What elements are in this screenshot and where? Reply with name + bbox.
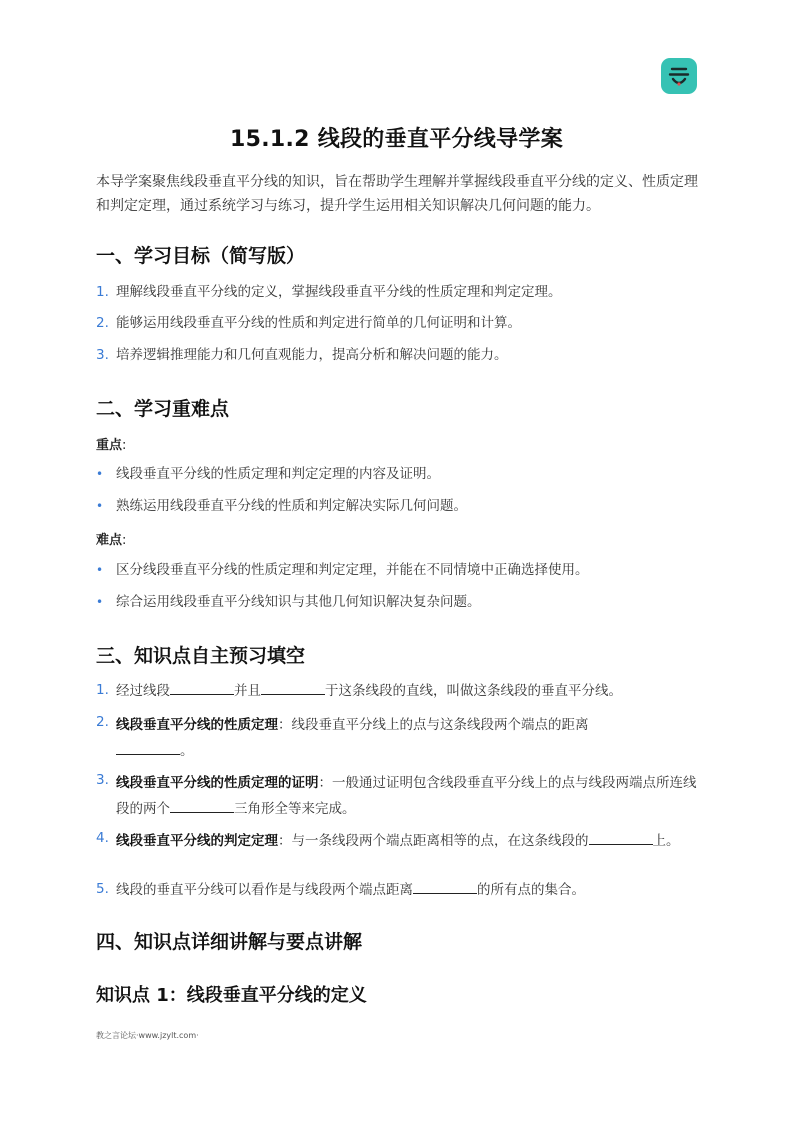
subsection-heading-definition: 知识点 1：线段垂直平分线的定义 [96, 985, 367, 1006]
text-segment: 上。 [652, 833, 680, 849]
list-text: 能够运用线段垂直平分线的性质和判定进行简单的几何证明和计算。 [116, 315, 521, 331]
fill-blank [116, 740, 180, 755]
section-heading-preview: 三、知识点自主预习填空 [96, 645, 306, 667]
label-colon: : [122, 533, 127, 548]
intro-paragraph: 本导学案聚焦线段垂直平分线的知识，旨在帮助学生理解并掌握线段垂直平分线的定义、性质定理和判定定理，通过系统学习与练习，提升学生运用相关知识解决几何问题的能力。 [96, 174, 698, 214]
text-segment: ：线段垂直平分线上的点与这条线段两个端点的距离 [278, 717, 589, 733]
fill-blank [261, 680, 325, 695]
list-item [96, 770, 706, 822]
list-number: 2. [96, 714, 109, 730]
text-segment: ：与一条线段两个端点距离相等的点，在这条线段的 [278, 833, 589, 849]
list-number: 3. [96, 347, 109, 363]
list-text: 综合运用线段垂直平分线知识与其他几何知识解决复杂问题。 [116, 594, 481, 610]
list-text [116, 712, 706, 764]
bold-term: 线段垂直平分线的判定定理 [116, 833, 278, 849]
fill-blank [170, 798, 234, 813]
section-heading-goals: 一、学习目标（简写版） [96, 245, 306, 267]
key-label [96, 434, 126, 453]
list-text: 培养逻辑推理能力和几何直观能力，提高分析和解决问题的能力。 [116, 347, 508, 363]
bullet-icon: • [96, 499, 104, 513]
page-title: 15.1.2 线段的垂直平分线导学案 [229, 127, 563, 152]
text-segment: 于这条线段的直线，叫做这条线段的垂直平分线。 [325, 683, 622, 699]
list-text: 理解线段垂直平分线的定义，掌握线段垂直平分线的性质定理和判定定理。 [116, 284, 562, 300]
list-item [96, 828, 706, 854]
key-label-text: 重点 [96, 438, 123, 453]
list-text [116, 879, 706, 900]
list-text: 熟练运用线段垂直平分线的性质和判定解决实际几何问题。 [116, 498, 467, 514]
list-item [96, 464, 706, 484]
text-segment: 线段的垂直平分线可以看作是与线段两个端点距离 [116, 882, 413, 898]
list-item [96, 680, 706, 701]
text-segment: 。 [180, 743, 194, 759]
list-number: 2. [96, 315, 109, 331]
bullet-icon: • [96, 467, 104, 481]
fill-blank [170, 680, 234, 695]
list-text [116, 680, 706, 701]
document-logo-icon [661, 58, 697, 94]
text-segment: 三角形全等来完成。 [234, 801, 356, 817]
list-number: 3. [96, 772, 109, 788]
bullet-icon: • [96, 563, 104, 577]
list-item [96, 496, 706, 516]
bold-term: 线段垂直平分线的性质定理 [116, 717, 278, 733]
list-item [96, 592, 706, 612]
text-segment: 的所有点的集合。 [477, 882, 585, 898]
difficulty-label-text: 难点 [96, 533, 123, 548]
bullet-icon: • [96, 595, 104, 609]
list-number: 4. [96, 830, 109, 846]
list-item [96, 313, 706, 333]
text-segment: 经过线段 [116, 683, 170, 699]
list-item [96, 879, 706, 900]
list-number: 5. [96, 881, 109, 897]
list-number: 1. [96, 682, 109, 698]
fill-blank [589, 830, 653, 845]
list-text [116, 828, 706, 854]
label-colon: : [122, 438, 127, 453]
list-item [96, 282, 706, 302]
text-segment: 并且 [234, 683, 261, 699]
bold-term: 线段垂直平分线的性质定理的证明 [116, 775, 319, 791]
list-text: 线段垂直平分线的性质定理和判定定理的内容及证明。 [116, 466, 440, 482]
list-text: 区分线段垂直平分线的性质定理和判定定理，并能在不同情境中正确选择使用。 [116, 562, 589, 578]
list-item [96, 345, 706, 365]
list-item [96, 560, 706, 580]
fill-blank [413, 879, 477, 894]
page-footer: 教之言论坛·www.jzylt.com· [96, 1031, 199, 1040]
text-segment: ：一般通过证明包含线段垂直平分线上的点与线段两端点所连线段的两个 [116, 775, 697, 817]
section-heading-key-points: 二、学习重难点 [96, 398, 230, 420]
list-text [116, 770, 706, 822]
list-item [96, 712, 706, 764]
difficulty-label [96, 529, 126, 548]
section-heading-explanation: 四、知识点详细讲解与要点讲解 [96, 931, 363, 953]
list-number: 1. [96, 284, 109, 300]
